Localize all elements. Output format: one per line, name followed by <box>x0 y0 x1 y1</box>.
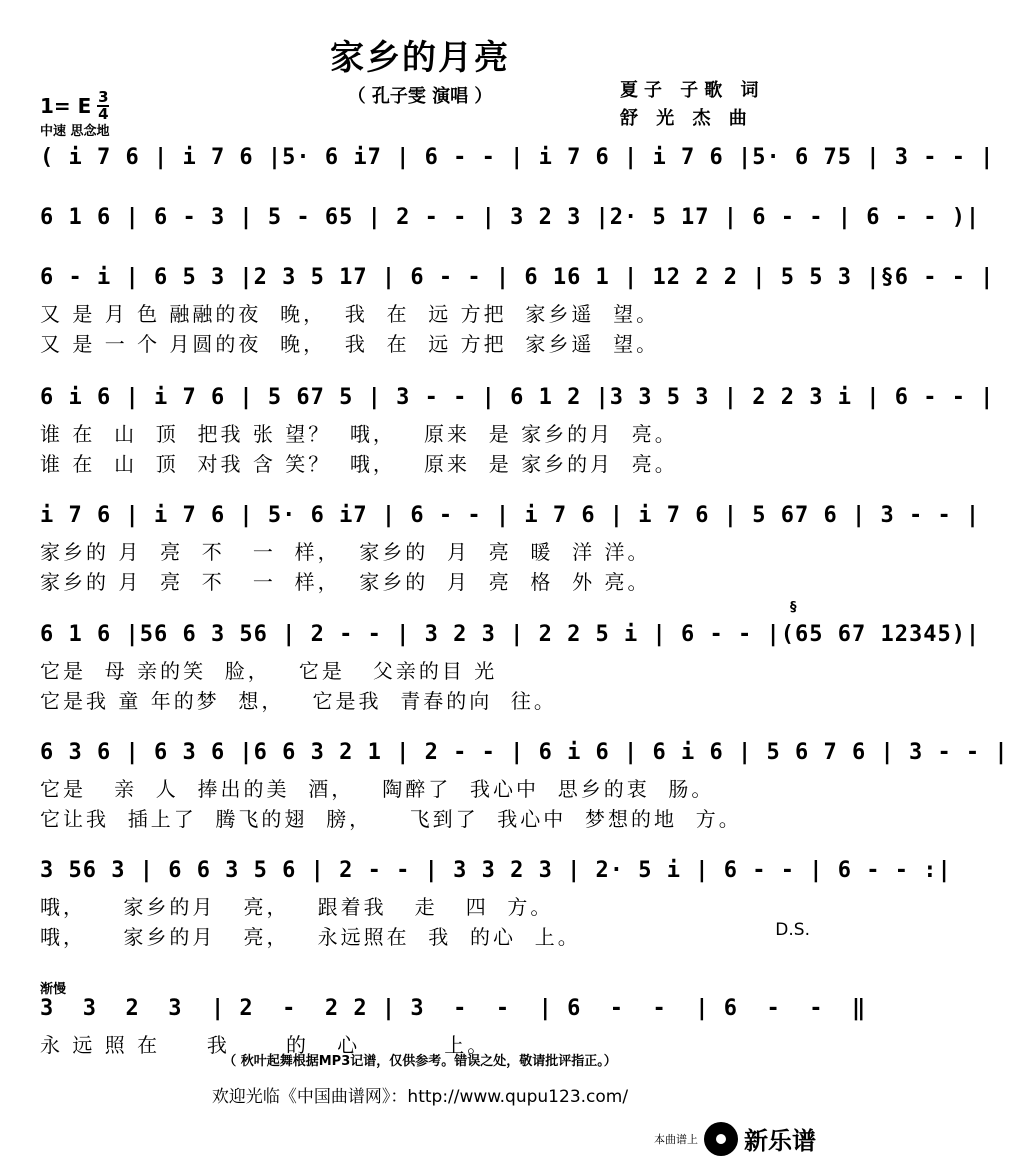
lyricist-credit: 夏子 子歌 词 <box>620 80 765 101</box>
song-title: 家乡的月亮 <box>330 38 510 78</box>
brand-logo <box>654 1121 816 1156</box>
time-bottom: 4 <box>98 105 109 123</box>
notation-line: 6 1 6 | 6 - 3 | 5 - 65 | 2 - - | 3 2 3 |2· 5 17 | 6 - - | 6 - - )| <box>40 205 981 230</box>
lyric-line-1: 它是 母 亲的笑 脸， 它是 父亲的目 光 <box>40 659 498 683</box>
lyric-line-2: 哦， 家乡的月 亮， 永远照在 我 的心 上。 <box>40 925 581 949</box>
notation-line: 6 1 6 |56 6 3 56 | 2 - - | 3 2 3 | 2 2 5 i | 6 - - |(65 67 12345)| <box>40 622 981 647</box>
lyric-line-2: 谁 在 山 顶 对我 含 笑？ 哦， 原来 是 家乡的月 亮。 <box>40 452 678 476</box>
lyric-line-2: 它让我 插上了 腾飞的翅 膀， 飞到了 我心中 梦想的地 方。 <box>40 807 742 831</box>
score-system-7 <box>40 740 1009 834</box>
notation-line: 3 3 2 3 | 2 - 2 2 | 3 - - | 6 - - | 6 - - ‖ <box>40 996 867 1021</box>
score-system-8 <box>40 858 952 952</box>
score-system-4 <box>40 385 995 479</box>
notation-line: 3 56 3 | 6 6 3 5 6 | 2 - - | 3 3 2 3 | 2· 5 i | 6 - - | 6 - - :| <box>40 858 952 883</box>
site-welcome-link[interactable]: 欢迎光临《中国曲谱网》：http://www.qupu123.com/ <box>211 1087 629 1107</box>
brand-name: 新乐谱 <box>744 1127 816 1155</box>
lyric-line-1: 又 是 月 色 融融的夜 晚， 我 在 远 方把 家乡遥 望。 <box>40 302 660 326</box>
lyric-line-1: 家乡的 月 亮 不 一 样， 家乡的 月 亮 暖 洋 洋。 <box>40 540 651 564</box>
lyric-line-2: 又 是 一 个 月圆的夜 晚， 我 在 远 方把 家乡遥 望。 <box>40 332 660 356</box>
key-label: 1= E <box>40 94 92 118</box>
lyric-line-1: 哦， 家乡的月 亮， 跟着我 走 四 方。 <box>40 895 554 919</box>
score-system-5 <box>40 503 981 597</box>
lyric-line-2: 家乡的 月 亮 不 一 样， 家乡的 月 亮 格 外 亮。 <box>40 570 651 594</box>
tempo-change-marking: 渐慢 <box>40 982 67 997</box>
time-top: 3 <box>98 88 109 106</box>
score-system-1 <box>40 145 995 179</box>
lyric-line-1: 谁 在 山 顶 把我 张 望？ 哦， 原来 是 家乡的月 亮。 <box>40 422 678 446</box>
notation-line: 6 3 6 | 6 3 6 |6 6 3 2 1 | 2 - - | 6 i 6 | 6 i 6 | 5 6 7 6 | 3 - - | <box>40 740 1009 765</box>
notation-line: i 7 6 | i 7 6 | 5· 6 i7 | 6 - - | i 7 6 | i 7 6 | 5 67 6 | 3 - - | <box>40 503 981 528</box>
notation-line: 6 i 6 | i 7 6 | 5 67 5 | 3 - - | 6 1 2 |3 3 5 3 | 2 2 3 i | 6 - - | <box>40 385 995 410</box>
score-system-2 <box>40 205 981 239</box>
segno-mark: § <box>790 600 797 615</box>
score-system-6 <box>40 622 981 716</box>
key-signature <box>40 90 109 122</box>
time-signature <box>97 90 109 122</box>
singer-credit: （ 孔子雯 演唱 ） <box>347 86 493 107</box>
composer-credit: 舒 光 杰 曲 <box>620 108 753 129</box>
lyric-line-1: 它是 亲 人 捧出的美 酒， 陶醉了 我心中 思乡的衷 肠。 <box>40 777 715 801</box>
ds-marking: D.S. <box>775 920 810 940</box>
brand-small-text: 本曲谱上 <box>654 1132 698 1146</box>
lyric-line-2: 它是我 童 年的梦 想， 它是我 青春的向 往。 <box>40 689 557 713</box>
tempo-marking: 中速 思念地 <box>40 124 110 139</box>
notation-line: 6 - i | 6 5 3 |2 3 5 17 | 6 - - | 6 16 1 | 12 2 2 | 5 5 3 |§6 - - | <box>40 265 995 290</box>
transcription-note: （ 秋叶起舞根据MP3记谱，仅供参考。错误之处，敬请批评指正。） <box>223 1054 617 1069</box>
notation-line: ( i 7 6 | i 7 6 |5· 6 i7 | 6 - - | i 7 6 | i 7 6 |5· 6 75 | 3 - - | <box>40 145 995 170</box>
lyric-line-1: 永 远 照 在 我 的 心 上。 <box>40 1033 491 1057</box>
score-system-3 <box>40 265 995 359</box>
record-disc-icon <box>704 1122 738 1156</box>
